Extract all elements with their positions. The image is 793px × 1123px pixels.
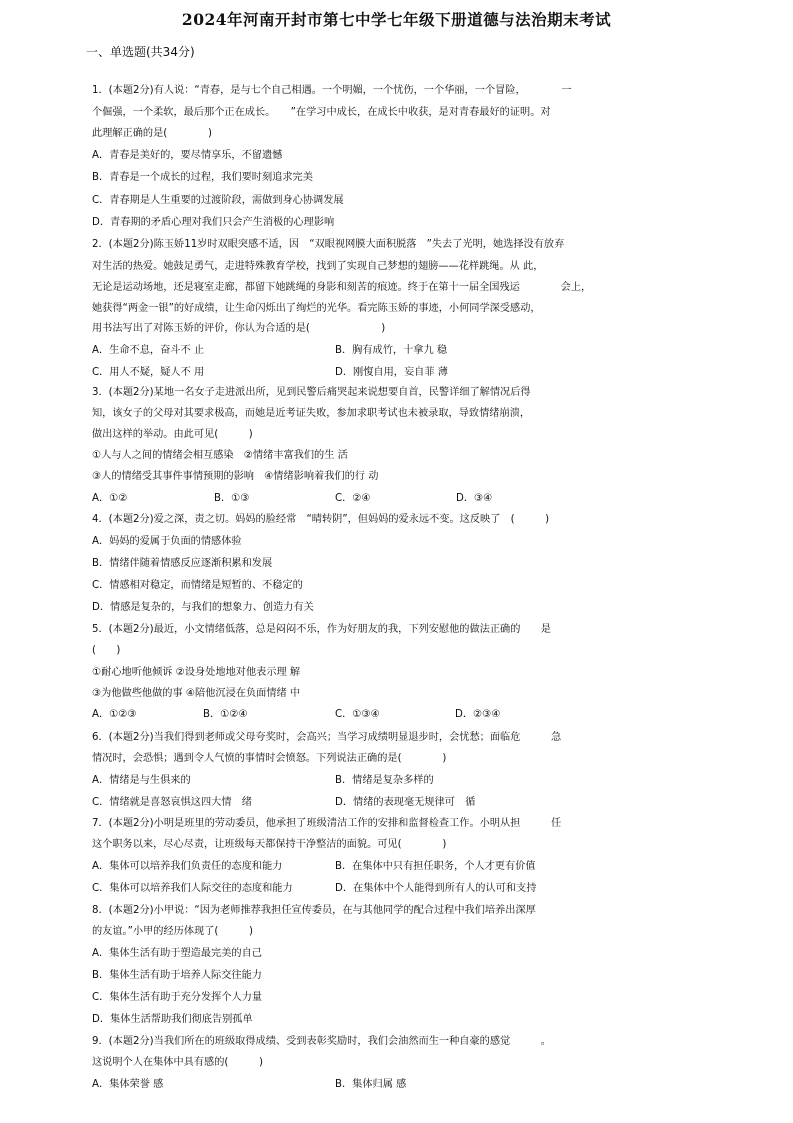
question-1-option-a: A．青春是美好的，要尽情享乐，不留遗憾 xyxy=(92,150,283,161)
question-6-option-d: D．情绪的表现毫无规律可 循 xyxy=(335,797,476,808)
question-5-statements-1: ①耐心地听他倾诉 ②设身处地地对他表示理 解 xyxy=(92,667,301,678)
question-3-option-a: A．①② xyxy=(92,493,128,504)
question-5-statements-2: ③为他做些他做的事 ④陪他沉浸在负面情绪 中 xyxy=(92,688,301,699)
question-2-option-c: C．用人不疑，疑人不 用 xyxy=(92,367,205,378)
question-8-line-1: 8．(本题2分)小甲说：“因为老师推荐我担任宣传委员，在与其他同学的配合过程中我们培养出深厚 xyxy=(92,905,536,916)
question-9-option-a: A．集体荣誉 感 xyxy=(92,1079,164,1090)
question-3-statements-2: ③人的情绪受其事件事情预期的影响 ④情绪影响着我们的行 动 xyxy=(92,471,379,482)
question-9-line-2: 这说明个人在集体中具有感的( ) xyxy=(92,1057,263,1068)
question-7-option-c: C．集体可以培养我们人际交往的态度和能力 xyxy=(92,883,293,894)
page-title: 2024年河南开封市第七中学七年级下册道德与法治期末考试 xyxy=(181,10,612,29)
question-6-option-b: B．情绪是复杂多样的 xyxy=(335,775,434,786)
question-3-line-1: 3．(本题2分)某地一名女子走进派出所，见到民警后痛哭起来说想要自首，民警详细了解情况后得 xyxy=(92,387,531,398)
question-3-line-2: 知，该女子的父母对其要求极高，而她是近考证失败，参加求职考试也未被录取，导致情绪崩溃， xyxy=(92,408,531,419)
question-4-option-c: C．情感相对稳定，而情绪是短暂的、不稳定的 xyxy=(92,580,303,591)
question-1-line-2: 个倔强，一个柔软，最后那个正在成长。 ”在学习中成长，在成长中收获，是对青春最好的证明。对 xyxy=(92,107,551,118)
question-8-option-c: C．集体生活有助于充分发挥个人力量 xyxy=(92,992,263,1003)
question-8-line-2: 的友谊。”小甲的经历体现了( ) xyxy=(92,926,253,937)
question-1-option-d: D．青春期的矛盾心理对我们只会产生消极的心理影响 xyxy=(92,217,335,228)
question-4-option-d: D．情感是复杂的，与我们的想象力、创造力有关 xyxy=(92,602,314,613)
question-3-option-c: C．②④ xyxy=(335,493,371,504)
question-5-option-a: A．①②③ xyxy=(92,709,137,720)
question-2-line-4: 她获得“两金一银”的好成绩，让生命闪烁出了绚烂的光华。看完陈玉娇的事迹，小何同学深受感动， xyxy=(92,303,541,314)
question-2-option-b: B．胸有成竹，十拿九 稳 xyxy=(335,345,448,356)
question-5-option-c: C．①③④ xyxy=(335,709,380,720)
question-7-option-d: D．在集体中个人能得到所有人的认可和支持 xyxy=(335,883,537,894)
question-1-line-1: 1．(本题2分)有人说：“青春，是与七个自己相遇。一个明媚，一个忧伤，一个华丽，一个冒险， 一 xyxy=(92,85,572,96)
question-1-option-b: B．青春是一个成长的过程，我们要时刻追求完美 xyxy=(92,172,313,183)
question-2-option-a: A．生命不息，奋斗不 止 xyxy=(92,345,205,356)
question-5-option-d: D．②③④ xyxy=(455,709,501,720)
question-2-line-5: 用书法写出了对陈玉娇的评价，你认为合适的是( ) xyxy=(92,323,386,334)
question-4-option-b: B．情绪伴随着情感反应逐渐积累和发展 xyxy=(92,558,273,569)
question-8-option-b: B．集体生活有助于培养人际交往能力 xyxy=(92,970,262,981)
question-3-option-b: B．①③ xyxy=(214,493,250,504)
question-5-line-2: ( ) xyxy=(92,645,121,656)
question-8-option-d: D．集体生活帮助我们彻底告别孤单 xyxy=(92,1014,253,1025)
question-6-option-a: A．情绪是与生俱来的 xyxy=(92,775,191,786)
question-6-line-1: 6．(本题2分)当我们得到老师或父母夸奖时，会高兴；当学习成绩明显退步时，会忧愁；面临危 急 xyxy=(92,732,562,743)
question-3-line-3: 做出这样的举动。由此可见( ) xyxy=(92,429,253,440)
question-2-line-1: 2．(本题2分)陈玉娇11岁时双眼突感不适，因 “双眼视网膜大面积脱落 ”失去了光明，她选择没有放弃 xyxy=(92,239,565,250)
question-2-line-3: 无论是运动场地，还是寝室走廊，都留下她跳绳的身影和刻苦的痕迹。终于在第十一届全国残运 会上， xyxy=(92,282,592,293)
question-5-line-1: 5．(本题2分)最近，小文情绪低落，总是闷闷不乐，作为好朋友的我，下列安慰他的做法正确的 是 xyxy=(92,624,551,635)
question-8-option-a: A．集体生活有助于塑造最完美的自己 xyxy=(92,948,262,959)
question-1-line-3: 此理解正确的是( ) xyxy=(92,128,213,139)
question-4-option-a: A．妈妈的爱属于负面的情感体验 xyxy=(92,536,242,547)
question-9-option-b: B．集体归属 感 xyxy=(335,1079,407,1090)
question-3-statements-1: ①人与人之间的情绪会相互感染 ②情绪丰富我们的生 活 xyxy=(92,450,348,461)
question-6-line-2: 情况时，会恐惧；遇到令人气愤的事情时会愤怒。下列说法正确的是( ) xyxy=(92,753,447,764)
question-1-option-c: C．青春期是人生重要的过渡阶段，需做到身心协调发展 xyxy=(92,195,344,206)
question-6-option-c: C．情绪就是喜怒哀惧这四大情 绪 xyxy=(92,797,252,808)
section-heading: 一、单选题(共34分) xyxy=(86,45,195,59)
question-5-option-b: B．①②④ xyxy=(203,709,248,720)
question-7-line-1: 7．(本题2分)小明是班里的劳动委员，他承担了班级清洁工作的安排和监督检查工作。小明从担 任 xyxy=(92,818,562,829)
question-3-option-d: D．③④ xyxy=(456,493,493,504)
question-2-line-2: 对生活的热爱。她鼓足勇气，走进特殊教育学校，找到了实现自己梦想的翅膀——花样跳绳。从 此， xyxy=(92,261,544,272)
question-7-option-b: B．在集体中只有担任职务，个人才更有价值 xyxy=(335,861,536,872)
question-7-line-2: 这个职务以来，尽心尽责，让班级每天都保持干净整洁的面貌。可见( ) xyxy=(92,839,447,850)
question-7-option-a: A．集体可以培养我们负责任的态度和能力 xyxy=(92,861,283,872)
question-2-option-d: D．刚愎自用，妄自菲 薄 xyxy=(335,367,448,378)
question-9-line-1: 9．(本题2分)当我们所在的班级取得成绩、受到表彰奖励时，我们会油然而生一种自豪的感觉 。 xyxy=(92,1036,551,1047)
question-4-line-1: 4．(本题2分)爱之深，责之切。妈妈的脸经常 “晴转阴”，但妈妈的爱永远不变。这反映了 ( ) xyxy=(92,514,550,525)
